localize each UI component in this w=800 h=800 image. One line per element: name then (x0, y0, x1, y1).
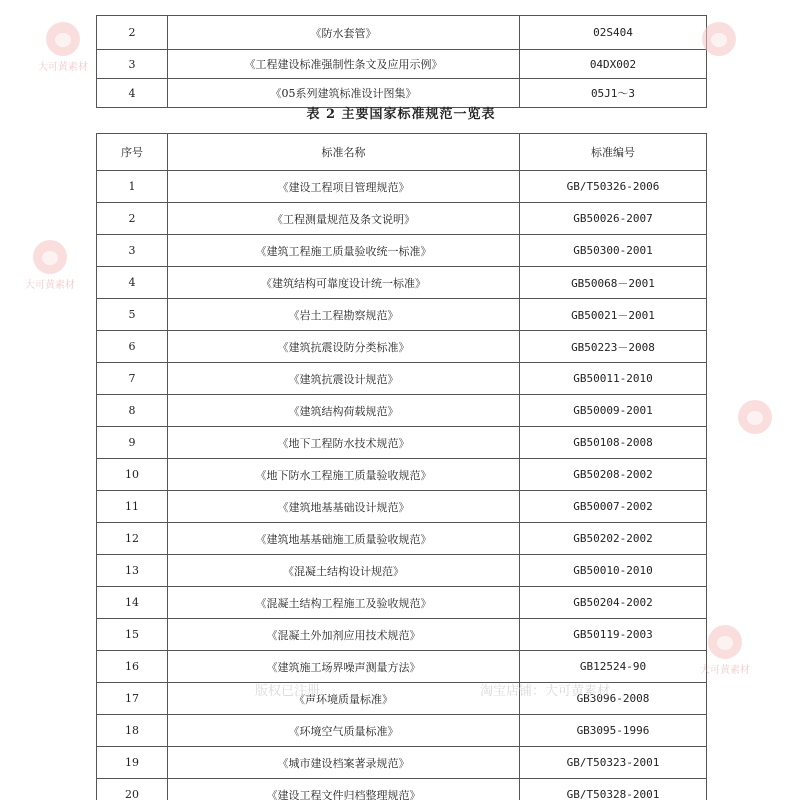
cell-standard-name: 《环境空气质量标准》 (168, 715, 520, 747)
table-row (97, 619, 707, 651)
cell-standard-name: 《建筑抗震设计规范》 (168, 363, 520, 395)
cell-standard-code: GB50300-2001 (520, 235, 707, 267)
table-row (97, 171, 707, 203)
cell-standard-code: GB/T50323-2001 (520, 747, 707, 779)
cell-standard-code: GB50011-2010 (520, 363, 707, 395)
watermark-logo (738, 400, 772, 434)
cell-standard-name: 《混凝土结构工程施工及验收规范》 (168, 587, 520, 619)
cell-standard-name: 《混凝土结构设计规范》 (168, 555, 520, 587)
watermark-logo (702, 22, 736, 56)
watermark-brand: 大可黄素材 (700, 665, 750, 676)
watermark-face-icon (702, 22, 736, 56)
national-standards-table (96, 133, 707, 800)
cell-standard-code: GB50119-2003 (520, 619, 707, 651)
table-row (97, 331, 707, 363)
cell-serial-number: 6 (97, 331, 168, 363)
watermark-face-icon (33, 240, 67, 274)
cell-standard-name: 《岩土工程勘察规范》 (168, 299, 520, 331)
cell-standard-code: GB50009-2001 (520, 395, 707, 427)
cell-standard-name: 《05系列建筑标准设计图集》 (168, 79, 520, 108)
watermark-brand: 大可黄素材 (38, 62, 88, 73)
cell-standard-name: 《地下防水工程施工质量验收规范》 (168, 459, 520, 491)
cell-serial-number: 11 (97, 491, 168, 523)
table-caption: 表 2 主要国家标准规范一览表 (306, 107, 496, 122)
watermark-face-icon (738, 400, 772, 434)
cell-serial-number: 13 (97, 555, 168, 587)
standards-table-continued (96, 15, 707, 108)
cell-serial-number: 8 (97, 395, 168, 427)
cell-serial-number: 5 (97, 299, 168, 331)
watermark-logo (38, 22, 88, 73)
cell-standard-code: GB/T50326-2006 (520, 171, 707, 203)
table-row (97, 363, 707, 395)
cell-serial-number: 19 (97, 747, 168, 779)
cell-standard-code: 05J1～3 (520, 79, 707, 108)
cell-serial-number: 4 (97, 267, 168, 299)
table-row (97, 299, 707, 331)
header-standard-code: 标准编号 (520, 134, 707, 171)
table-row (97, 267, 707, 299)
cell-standard-code: 02S404 (520, 16, 707, 50)
cell-serial-number: 18 (97, 715, 168, 747)
table-row (97, 427, 707, 459)
watermark-logo (25, 240, 75, 291)
cell-standard-name: 《建筑地基基础设计规范》 (168, 491, 520, 523)
cell-standard-name: 《混凝土外加剂应用技术规范》 (168, 619, 520, 651)
cell-standard-code: GB50208-2002 (520, 459, 707, 491)
cell-standard-code: GB3095-1996 (520, 715, 707, 747)
table-row (97, 747, 707, 779)
cell-standard-code: GB/T50328-2001 (520, 779, 707, 800)
table-row (97, 235, 707, 267)
cell-standard-name: 《城市建设档案著录规范》 (168, 747, 520, 779)
table-row (97, 203, 707, 235)
cell-standard-code: GB50202-2002 (520, 523, 707, 555)
cell-standard-name: 《防水套管》 (168, 16, 520, 50)
table-row (97, 16, 707, 50)
watermark-shop: 淘宝店铺：大可黄素材 (480, 684, 611, 699)
cell-standard-name: 《建筑抗震设防分类标准》 (168, 331, 520, 363)
table-row (97, 715, 707, 747)
cell-standard-code: GB12524-90 (520, 651, 707, 683)
cell-serial-number: 12 (97, 523, 168, 555)
table-row (97, 491, 707, 523)
table-row (97, 555, 707, 587)
cell-standard-name: 《声环境质量标准》 (168, 683, 520, 715)
cell-standard-code: GB50021－2001 (520, 299, 707, 331)
cell-serial-number: 7 (97, 363, 168, 395)
cell-standard-name: 《工程测量规范及条文说明》 (168, 203, 520, 235)
cell-serial-number: 9 (97, 427, 168, 459)
cell-standard-name: 《建筑结构可靠度设计统一标准》 (168, 267, 520, 299)
table-row (97, 587, 707, 619)
cell-standard-code: GB50068－2001 (520, 267, 707, 299)
cell-serial-number: 17 (97, 683, 168, 715)
watermark-face-icon (708, 625, 742, 659)
cell-serial-number: 1 (97, 171, 168, 203)
cell-serial-number: 16 (97, 651, 168, 683)
cell-serial-number: 15 (97, 619, 168, 651)
cell-standard-name: 《建筑工程施工质量验收统一标准》 (168, 235, 520, 267)
cell-standard-code: GB50007-2002 (520, 491, 707, 523)
watermark-logo (700, 625, 750, 676)
cell-serial-number: 3 (97, 235, 168, 267)
watermark-copyright: 版权已注册 (255, 684, 321, 699)
standards-table-continued-body (97, 16, 707, 108)
cell-standard-code: GB50026-2007 (520, 203, 707, 235)
cell-standard-name: 《建筑结构荷载规范》 (168, 395, 520, 427)
cell-standard-name: 《工程建设标准强制性条文及应用示例》 (168, 50, 520, 79)
table-row (97, 459, 707, 491)
cell-serial-number: 14 (97, 587, 168, 619)
cell-serial-number: 2 (97, 16, 168, 50)
cell-serial-number: 3 (97, 50, 168, 79)
cell-serial-number: 20 (97, 779, 168, 800)
table-row (97, 395, 707, 427)
cell-standard-code: GB3096-2008 (520, 683, 707, 715)
national-standards-table-body (97, 171, 707, 800)
table-row (97, 50, 707, 79)
table-row (97, 651, 707, 683)
cell-serial-number: 4 (97, 79, 168, 108)
cell-standard-code: GB50223－2008 (520, 331, 707, 363)
cell-standard-code: GB50204-2002 (520, 587, 707, 619)
table-row (97, 523, 707, 555)
cell-serial-number: 2 (97, 203, 168, 235)
cell-standard-name: 《建筑地基基础施工质量验收规范》 (168, 523, 520, 555)
table-header-row (97, 134, 707, 171)
cell-standard-code: GB50010-2010 (520, 555, 707, 587)
cell-standard-name: 《建设工程项目管理规范》 (168, 171, 520, 203)
watermark-face-icon (46, 22, 80, 56)
table-row (97, 779, 707, 800)
cell-serial-number: 10 (97, 459, 168, 491)
table-row (97, 683, 707, 715)
header-serial-number: 序号 (97, 134, 168, 171)
header-standard-name: 标准名称 (168, 134, 520, 171)
cell-standard-name: 《建筑施工场界噪声测量方法》 (168, 651, 520, 683)
cell-standard-name: 《地下工程防水技术规范》 (168, 427, 520, 459)
cell-standard-name: 《建设工程文件归档整理规范》 (168, 779, 520, 800)
watermark-brand: 大可黄素材 (25, 280, 75, 291)
cell-standard-code: 04DX002 (520, 50, 707, 79)
cell-standard-code: GB50108-2008 (520, 427, 707, 459)
